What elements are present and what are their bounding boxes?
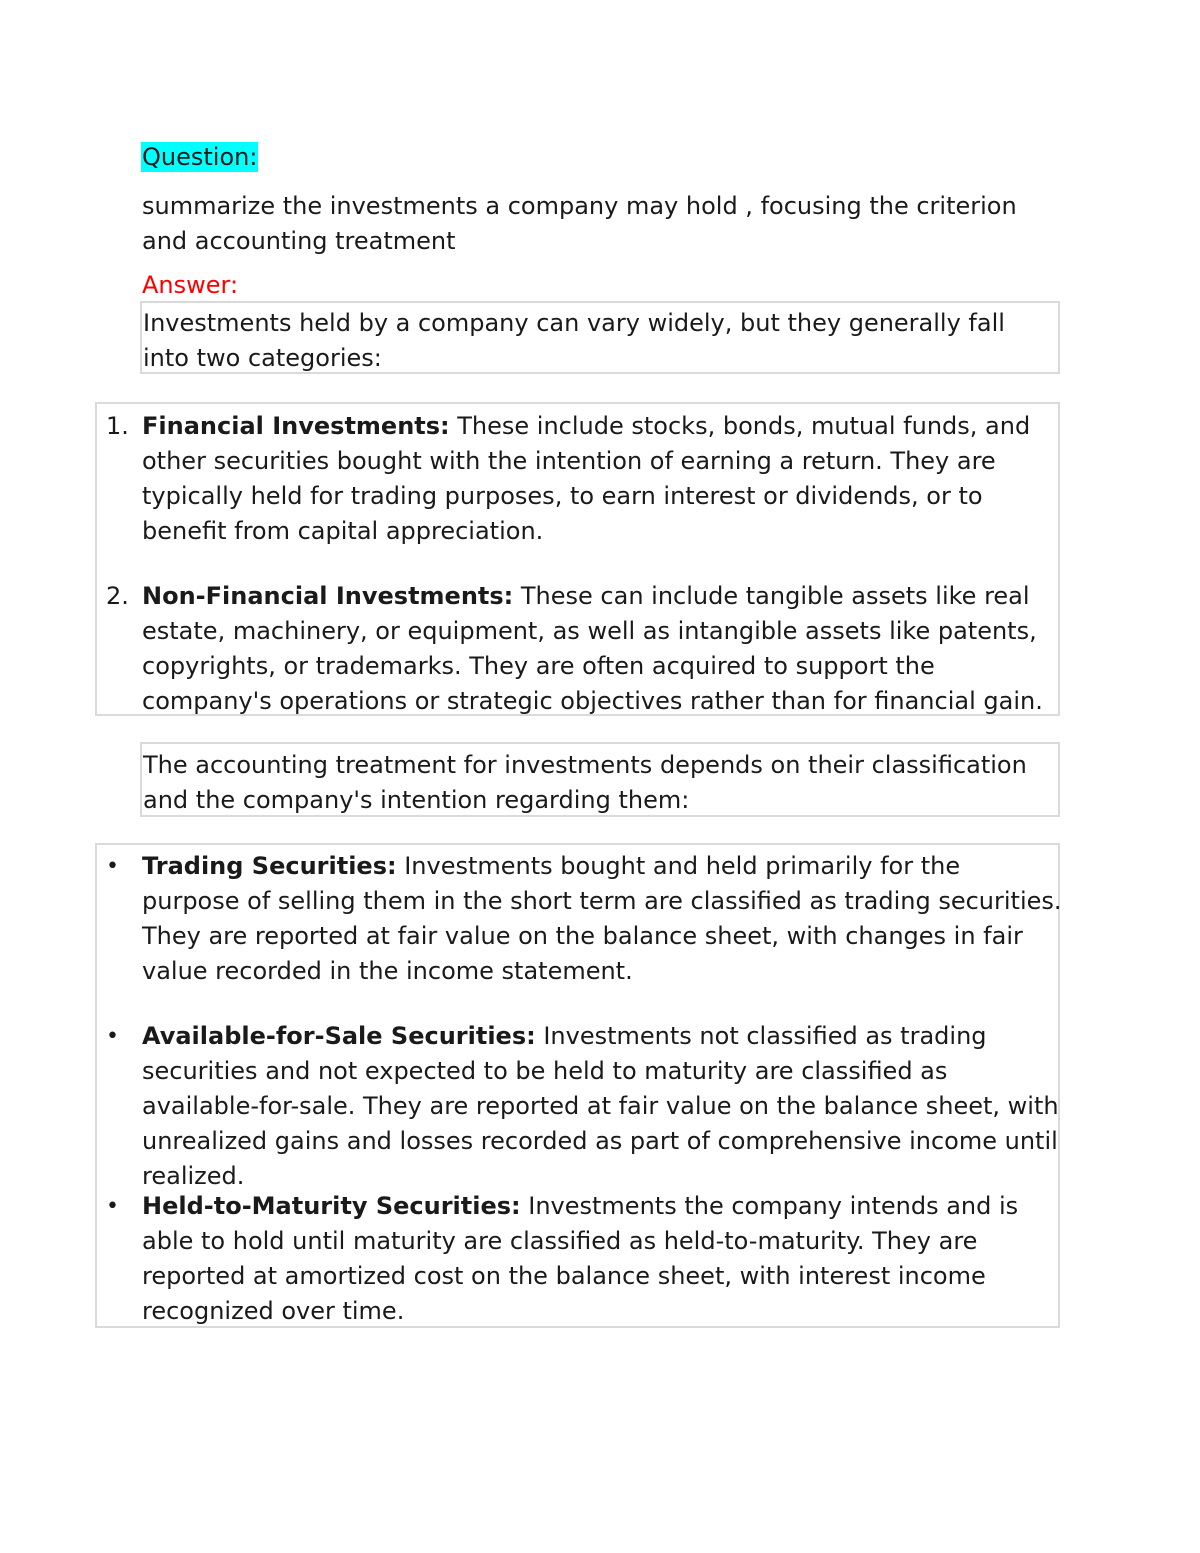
bullet-icon: • <box>106 1024 119 1049</box>
treatments-list <box>95 843 1060 1328</box>
bullet-icon: • <box>106 854 119 879</box>
list-number: 2. <box>106 582 129 610</box>
question-text: summarize the investments a company may hold , focusing the criterion and accounting treatment <box>142 192 1017 255</box>
treatment-intro: The accounting treatment for investments depends on their classification and the company's intention regarding them: <box>140 742 1060 817</box>
item-description: Investments not classified as trading securities and not expected to be held to maturity are classified as available-for-sale. They are reported at fair value on the balance sheet, with unrealized gains and losses recorded as part of comprehensive income until realized. <box>142 1022 1059 1190</box>
answer-label: Answer: <box>142 271 239 299</box>
bullet-icon: • <box>106 1194 119 1219</box>
answer-intro: Investments held by a company can vary widely, but they generally fall into two categories: <box>140 301 1060 374</box>
categories-list <box>95 402 1060 716</box>
item-title: Financial Investments: <box>142 412 450 440</box>
item-description: These include stocks, bonds, mutual funds, and other securities bought with the intention of earning a return. They are typically held for trading purposes, to earn interest or dividends, or to benefit from capital appreciation. <box>142 412 1031 545</box>
item-title: Available-for-Sale Securities: <box>142 1022 536 1050</box>
question-label: Question: <box>142 143 258 171</box>
item-description: Investments bought and held primarily for the purpose of selling them in the short term are classified as trading securities. They are reported at fair value on the balance sheet, with changes in fair value recorded in the income statement. <box>142 852 1062 985</box>
item-title: Trading Securities: <box>142 852 397 880</box>
item-description: These can include tangible assets like real estate, machinery, or equipment, as well as intangible assets like patents, copyrights, or trademarks. They are often acquired to support the company's operations or strategic objectives rather than for financial gain. <box>142 582 1043 715</box>
item-description: Investments the company intends and is able to hold until maturity are classified as held-to-maturity. They are reported at amortized cost on the balance sheet, with interest income recognized over time. <box>142 1192 1019 1325</box>
item-title: Held-to-Maturity Securities: <box>142 1192 521 1220</box>
item-title: Non-Financial Investments: <box>142 582 514 610</box>
list-number: 1. <box>106 412 129 440</box>
